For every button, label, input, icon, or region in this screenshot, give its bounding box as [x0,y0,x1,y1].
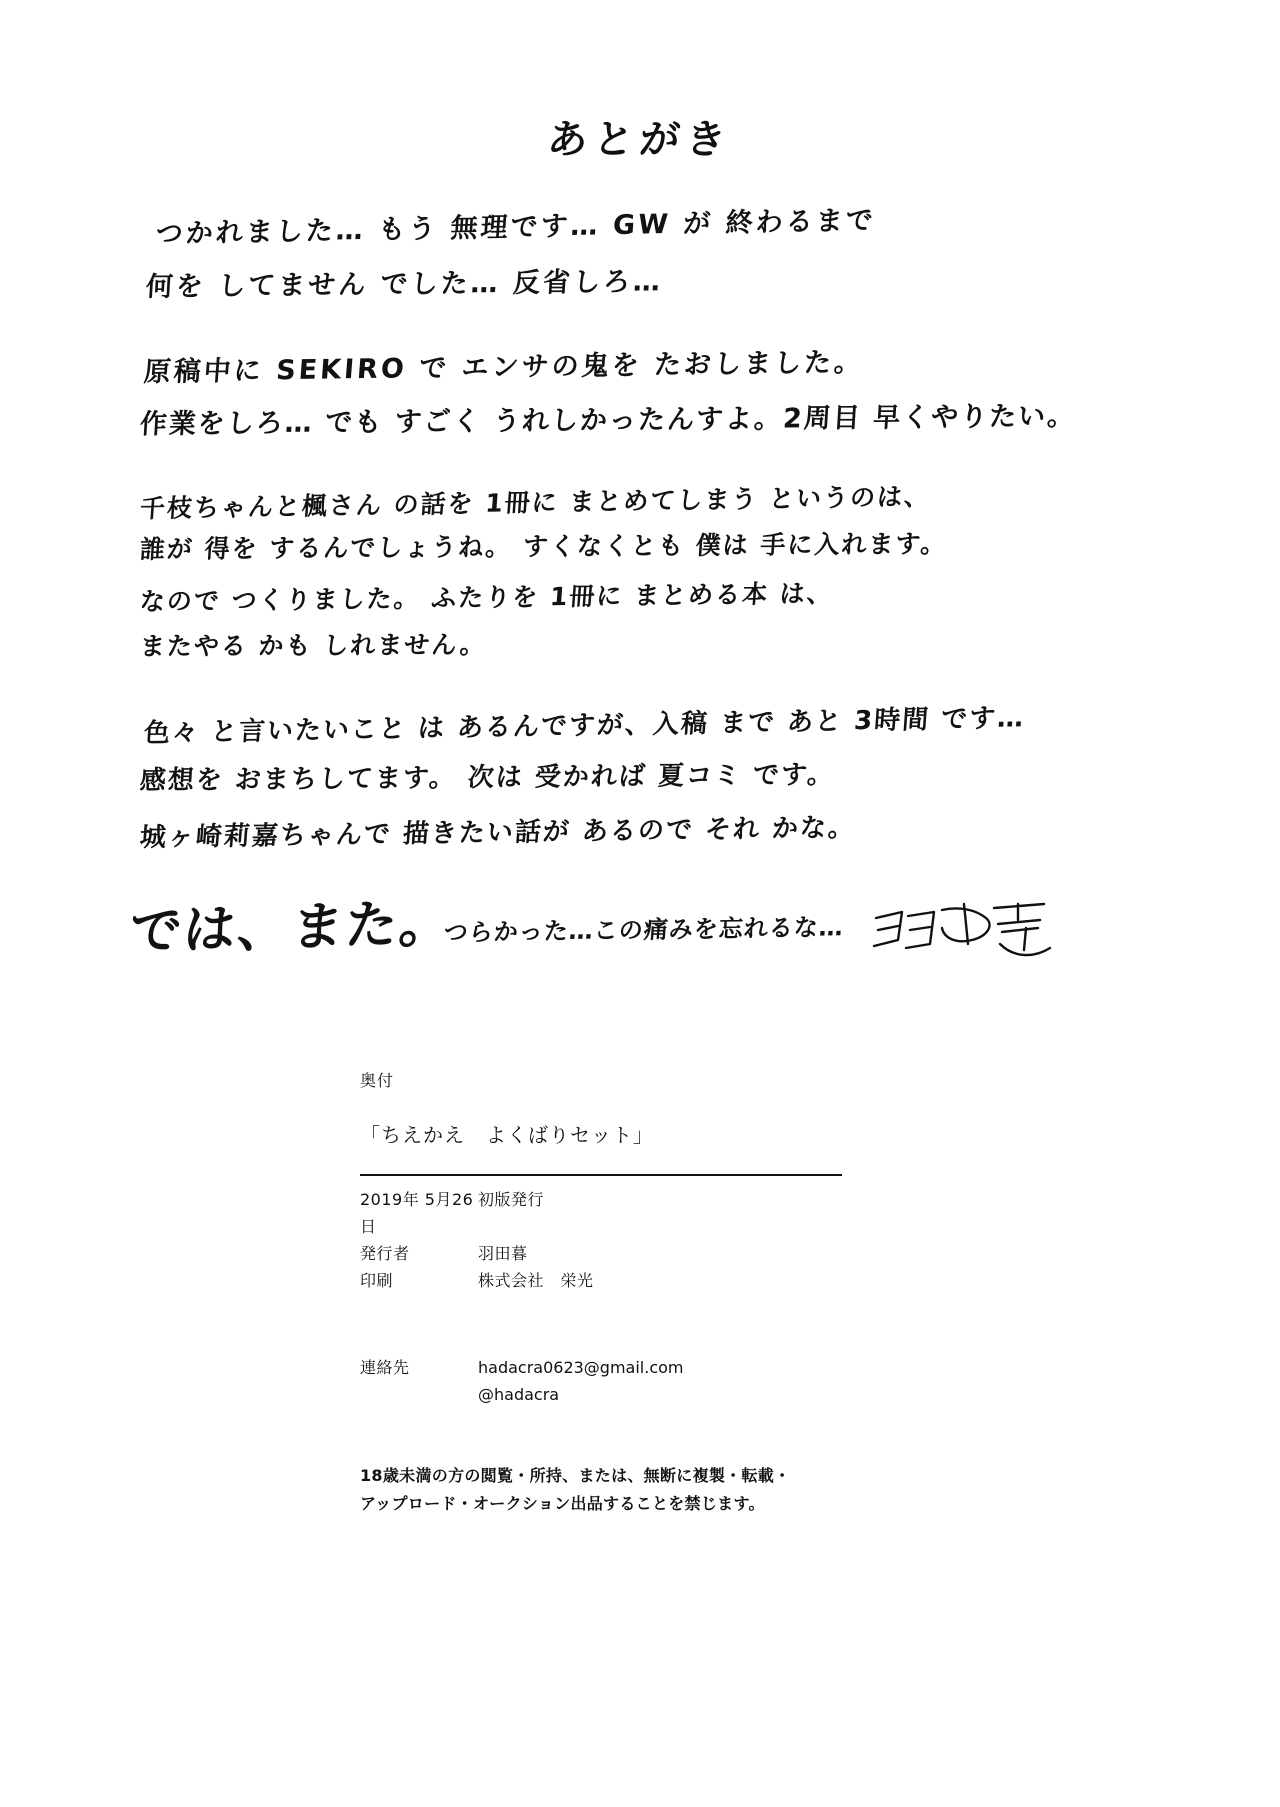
colophon-row-key: 印刷 [360,1271,394,1290]
colophon-contact-label: 連絡先 [360,1358,410,1377]
colophon-row-key: 2019年 5月26日 [360,1190,474,1236]
afterword-line-11: 城ヶ崎莉嘉ちゃんで 描きたい話が あるので それ かな。 [138,812,858,854]
colophon-contact [360,1354,1060,1408]
afterword-line-9: 色々 と言いたいこと は あるんですが、入稿 まで あと 3時間 です… [142,703,1027,749]
colophon-section [360,1068,1060,1518]
colophon-row-value: 株式会社 栄光 [478,1271,594,1290]
afterword-line-2: 何を してません でした… 反省しろ… [144,266,664,303]
colophon-row-value: 羽田暮 [478,1244,528,1263]
afterword-line-10: 感想を おまちしてます。 次は 受かれば 夏コミ です。 [138,759,836,797]
afterword-line-3: 原稿中に SEKIRO で エンサの鬼を たおしました。 [142,346,866,389]
afterword-line-5: 千枝ちゃんと楓さん の話を 1冊に まとめてしまう というのは、 [138,481,933,524]
afterword-line-7: なので つくりました。 ふたりを 1冊に まとめる本 は、 [138,578,835,617]
afterword-closing: では、また。 [126,893,457,963]
afterword-line-6: 誰が 得を するんでしょうね。 すくなくとも 僕は 手に入れます。 [139,529,949,564]
colophon-row-publisher [360,1240,1060,1267]
afterword-line-1: つかれました… もう 無理です… GW が 終わるまで [154,205,877,250]
colophon-row-printer [360,1267,1060,1294]
author-signature [868,900,1058,970]
contact-email[interactable]: hadacra0623@gmail.com [478,1358,684,1377]
afterword-line-8: またやる かも しれません。 [138,630,488,661]
colophon-title: 「ちえかえ よくばりセット」 [360,1123,654,1147]
colophon-row-key: 発行者 [360,1244,410,1263]
colophon-label: 奥付 [360,1071,395,1090]
afterword-line-4: 作業をしろ… でも すごく うれしかったんすよ。2周目 早くやりたい。 [138,400,1078,441]
colophon-row-publication [360,1186,1060,1240]
colophon-row-value: 初版発行 [478,1190,545,1209]
notice-line-1: 18歳未満の方の閲覧・所持、または、無断に複製・転載・ [360,1466,791,1485]
colophon-divider [360,1174,842,1176]
contact-twitter-handle[interactable]: @hadacra [478,1385,560,1404]
afterword-title: あとがき [545,117,735,163]
notice-line-2: アップロード・オークション出品することを禁じます。 [360,1494,765,1513]
age-restriction-notice [360,1462,1060,1518]
afterword-closing-note: つらかった…この痛みを忘れるな… [442,913,845,947]
